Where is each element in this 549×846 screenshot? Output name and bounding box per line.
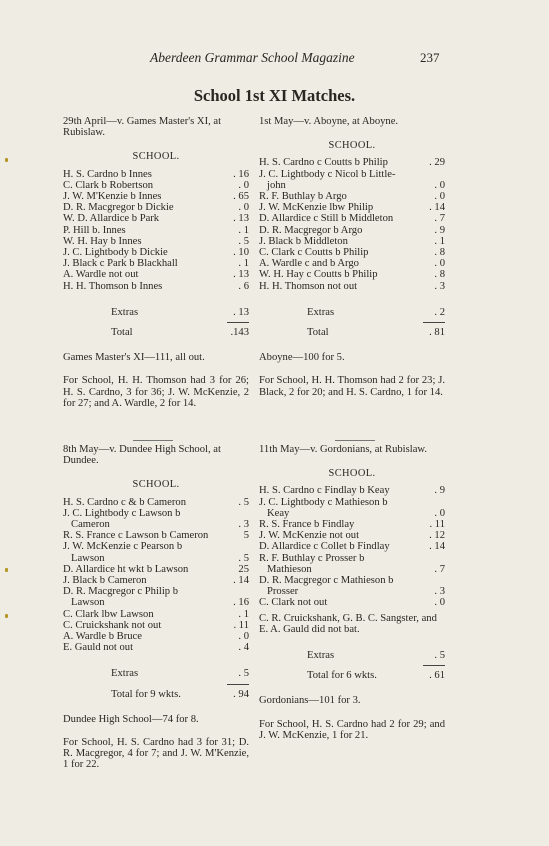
- section-title: School 1st XI Matches.: [193, 86, 356, 105]
- bowling-notes: For School, H. H. Thomson had 2 for 23; J. Black, 2 for 20; and H. S. Cardno, 1 for 14.: [259, 375, 445, 398]
- batsman-runs: . 1: [238, 608, 249, 620]
- extras-value: . 2: [434, 306, 445, 318]
- batsman-name: D. R. Macgregor c Mathieson b: [259, 575, 394, 587]
- batting-row: [259, 519, 445, 530]
- extras-row: [63, 668, 249, 679]
- batsman-runs: . 3: [238, 519, 249, 531]
- match-heading: 8th May—v. Dundee High School, at Dundee.: [63, 444, 221, 467]
- total-value: . 81: [429, 327, 445, 339]
- batsman-name: E. Gauld not out: [63, 642, 134, 654]
- batting-row: [259, 530, 445, 541]
- batsman-name: C. Cruickshank not out: [63, 619, 162, 631]
- batsman-runs: . 5: [238, 235, 249, 247]
- batsman-name: R. F. Buthlay c Prosser b: [259, 552, 365, 564]
- batsman-name: J. W. McKenzie not out: [259, 530, 360, 542]
- batsman-runs: . 0: [238, 202, 249, 214]
- batting-row: [259, 269, 445, 280]
- batsman-runs: . 11: [233, 619, 249, 631]
- batting-row: [259, 586, 445, 597]
- batsman-name: D. Allardice ht wkt b Lawson: [63, 563, 189, 575]
- batsman-runs: . 0: [434, 179, 445, 191]
- total-row: [63, 689, 249, 700]
- match-block-lower-left: [63, 444, 249, 771]
- batting-row: [63, 575, 249, 586]
- match-heading: 29th April—v. Games Master's XI, at Rubislaw.: [63, 116, 222, 139]
- batsman-runs: . 5: [238, 496, 249, 508]
- batsman-name: P. Hill b. Innes: [63, 224, 126, 236]
- batsman-runs: . 7: [434, 563, 445, 575]
- bowling-notes: For School, H. S. Cardno had 2 for 29; and J. W. McKenzie, 1 for 21.: [259, 718, 445, 741]
- school-label: SCHOOL.: [132, 151, 180, 163]
- batting-row: [63, 541, 249, 552]
- batsman-name: W. H. Hay b Innes: [63, 235, 142, 247]
- batting-row: [259, 258, 445, 269]
- total-row: [63, 327, 249, 338]
- batsman-name: J. C. Lightbody c Mathieson b: [259, 496, 388, 508]
- batsman-runs: . 10: [233, 247, 249, 259]
- batsman-name: R. S. France c Lawson b Cameron: [63, 530, 209, 542]
- total-label: Total for 6 wkts.: [307, 670, 377, 682]
- extras-label: Extras: [111, 668, 139, 680]
- bowling-notes: For School, H. H. Thomson had 3 for 26; H. S. Cardno, 3 for 36; J. W. McKenzie, 2 for 27; and A. Wardle, 2 for 14.: [63, 375, 249, 409]
- extras-row: [259, 307, 445, 318]
- batsman-name: J. Black b Middleton: [259, 235, 348, 247]
- batsman-runs: . 12: [429, 530, 445, 542]
- batting-row: [259, 541, 445, 552]
- batsman-runs: . 16: [233, 597, 249, 609]
- batsman-name: R. F. Buthlay b Argo: [259, 191, 347, 203]
- extras-label: Extras: [111, 306, 139, 318]
- batting-row: [259, 247, 445, 258]
- bowling-notes: For School, H. S. Cardno had 3 for 31; D. R. Macgregor, 4 for 7; and J. W. M'Kenzie, 1 for 22.: [63, 737, 249, 771]
- batsman-runs: . 1: [238, 258, 249, 270]
- batsman-runs: . 5: [238, 552, 249, 564]
- batsman-name: D. R. Macgregor c Philip b: [63, 586, 179, 598]
- total-row: [259, 670, 445, 681]
- batting-row: [63, 508, 249, 519]
- batting-row: [259, 202, 445, 213]
- batting-row: [259, 613, 445, 635]
- batsman-name: A. Wardle b Bruce: [63, 631, 142, 643]
- batting-row: [63, 553, 249, 564]
- batsman-runs: . 11: [429, 519, 445, 531]
- batting-row: [63, 213, 249, 224]
- batting-row: [259, 281, 445, 292]
- batting-row: [259, 508, 445, 519]
- batsman-name: R. S. France b Findlay: [259, 519, 355, 531]
- batsman-runs: . 14: [429, 202, 445, 214]
- batsman-name: john: [267, 179, 286, 191]
- total-row: [259, 327, 445, 338]
- batsman-name: C. R. Cruickshank, G. B. C. Sangster, and E. A. Gauld did not bat.: [259, 612, 437, 635]
- batsman-runs: . 65: [233, 191, 249, 203]
- batsman-name: C. Clark b Robertson: [63, 179, 154, 191]
- batsman-name: A. Wardle c and b Argo: [259, 258, 359, 270]
- batting-row: [259, 169, 445, 180]
- right-separator-rule: [335, 440, 375, 441]
- batsman-runs: . 1: [434, 235, 445, 247]
- batsman-name: H. H. Thomson not out: [259, 280, 358, 292]
- batsman-name: J. C. Lightbody c Lawson b: [63, 507, 181, 519]
- batting-row: [259, 564, 445, 575]
- extras-label: Extras: [307, 306, 335, 318]
- batting-row: [63, 642, 249, 653]
- total-rule: [423, 322, 445, 323]
- total-label: Total for 9 wkts.: [111, 688, 181, 700]
- batsman-name: H. S. Cardno b Innes: [63, 168, 152, 180]
- batting-row: [259, 191, 445, 202]
- margin-spot: [5, 158, 8, 162]
- batsman-runs: . 14: [233, 575, 249, 587]
- batting-row: [259, 553, 445, 564]
- match-block-aboyne-left: [63, 116, 249, 409]
- batting-row: [259, 180, 445, 191]
- batsman-name: J. Black b Cameron: [63, 575, 147, 587]
- batsman-runs: . 8: [434, 269, 445, 281]
- batsman-runs: . 0: [434, 597, 445, 609]
- school-label: SCHOOL.: [328, 468, 376, 480]
- batsman-runs: . 13: [233, 213, 249, 225]
- opponent-score: Gordonians—101 for 3.: [259, 695, 361, 707]
- batting-row: [63, 631, 249, 642]
- batting-row: [63, 236, 249, 247]
- batting-row: [259, 236, 445, 247]
- batting-row: [63, 258, 249, 269]
- extras-value: . 5: [434, 650, 445, 662]
- batting-row: [259, 157, 445, 168]
- batsman-name: Keay: [267, 507, 290, 519]
- batsman-runs: . 9: [434, 224, 445, 236]
- total-value: . 61: [429, 670, 445, 682]
- batsman-name: H. S. Cardno c Findlay b Keay: [259, 485, 390, 497]
- batting-row: [63, 586, 249, 597]
- left-separator-rule: [133, 440, 173, 441]
- batsman-name: W. D. Allardice b Park: [63, 213, 160, 225]
- batting-row: [63, 180, 249, 191]
- batting-row: [63, 269, 249, 280]
- batsman-name: C. Clark c Coutts b Philip: [259, 247, 369, 259]
- margin-spot: [5, 568, 8, 572]
- total-rule: [227, 322, 249, 323]
- batting-row: [259, 213, 445, 224]
- batsman-runs: . 0: [434, 507, 445, 519]
- running-title: Aberdeen Grammar School Magazine: [150, 50, 355, 65]
- batting-row: [259, 597, 445, 608]
- batsman-name: J. W. McKenzie c Pearson b: [63, 541, 183, 553]
- batsman-runs: . 8: [434, 247, 445, 259]
- margin-spot: [5, 614, 8, 618]
- total-value: . 94: [233, 688, 249, 700]
- batsman-runs: 25: [238, 563, 249, 575]
- batsman-name: J. C. Lightbody b Dickie: [63, 247, 168, 259]
- batsman-runs: . 7: [434, 213, 445, 225]
- match-heading: 11th May—v. Gordonians, at Rubislaw.: [259, 444, 428, 455]
- batting-row: [63, 281, 249, 292]
- batting-row: [259, 225, 445, 236]
- batsman-name: D. R. Macgregor b Argo: [259, 224, 363, 236]
- batsman-runs: . 0: [434, 258, 445, 270]
- batsman-name: Prosser: [267, 586, 299, 598]
- batsman-name: W. H. Hay c Coutts b Philip: [259, 269, 378, 281]
- batting-row: [63, 519, 249, 530]
- batting-row: [63, 620, 249, 631]
- batsman-name: Cameron: [71, 519, 110, 531]
- page-number: 237: [420, 50, 440, 65]
- batsman-name: Mathieson: [267, 563, 312, 575]
- running-head: [0, 50, 549, 70]
- batsman-name: D. Allardice c Collet b Findlay: [259, 541, 390, 553]
- extras-row: [259, 650, 445, 661]
- batsman-runs: . 4: [238, 642, 249, 654]
- batsman-name: D. Allardice c Still b Middleton: [259, 213, 394, 225]
- batting-row: [259, 497, 445, 508]
- total-rule: [227, 684, 249, 685]
- batsman-runs: . 3: [434, 586, 445, 598]
- batsman-name: C. Clark not out: [259, 597, 328, 609]
- batsman-name: H. S. Cardno c Coutts b Philip: [259, 157, 388, 169]
- batting-row: [63, 530, 249, 541]
- batting-row: [63, 202, 249, 213]
- batsman-name: J. C. Lightbody c Nicol b Little-: [259, 168, 396, 180]
- extras-row: [63, 307, 249, 318]
- batting-row: [63, 191, 249, 202]
- batting-row: [63, 609, 249, 620]
- batsman-name: J. W. McKenzie lbw Philip: [259, 202, 374, 214]
- batsman-runs: . 16: [233, 168, 249, 180]
- extras-value: . 5: [238, 668, 249, 680]
- batsman-name: J. Black c Park b Blackhall: [63, 258, 178, 270]
- batsman-name: Lawson: [71, 552, 105, 564]
- extras-label: Extras: [307, 650, 335, 662]
- batsman-runs: 5: [243, 530, 249, 542]
- batting-row: [259, 575, 445, 586]
- total-rule: [423, 665, 445, 666]
- school-label: SCHOOL.: [328, 140, 376, 152]
- batsman-name: A. Wardle not out: [63, 269, 139, 281]
- match-heading: 1st May—v. Aboyne, at Aboyne.: [259, 116, 399, 127]
- batsman-runs: . 1: [238, 224, 249, 236]
- batsman-runs: . 29: [429, 157, 445, 169]
- batting-row: [63, 597, 249, 608]
- match-block-lower-right: [259, 444, 445, 741]
- batting-row: [63, 225, 249, 236]
- batsman-runs: . 14: [429, 541, 445, 553]
- batsman-runs: . 0: [238, 179, 249, 191]
- opponent-score: Aboyne—100 for 5.: [259, 352, 345, 364]
- batsman-runs: . 6: [238, 280, 249, 292]
- batsman-name: C. Clark lbw Lawson: [63, 608, 154, 620]
- batsman-name: H. S. Cardno c & b Cameron: [63, 496, 186, 508]
- total-value: .143: [230, 327, 249, 339]
- extras-value: . 13: [233, 306, 249, 318]
- batting-row: [259, 485, 445, 496]
- total-label: Total: [307, 327, 329, 339]
- match-block-right: [259, 116, 445, 398]
- total-label: Total: [111, 327, 133, 339]
- batting-row: [63, 564, 249, 575]
- opponent-score: Games Master's XI—111, all out.: [63, 352, 205, 364]
- batting-row: [63, 497, 249, 508]
- batsman-runs: . 0: [434, 191, 445, 203]
- school-label: SCHOOL.: [132, 479, 180, 491]
- batsman-runs: . 13: [233, 269, 249, 281]
- batsman-runs: . 9: [434, 485, 445, 497]
- batsman-name: J. W. M'Kenzie b Innes: [63, 191, 162, 203]
- batting-row: [63, 169, 249, 180]
- batsman-runs: . 0: [238, 631, 249, 643]
- batsman-runs: . 3: [434, 280, 445, 292]
- batsman-name: H. H. Thomson b Innes: [63, 280, 163, 292]
- batsman-name: Lawson: [71, 597, 105, 609]
- batting-row: [63, 247, 249, 258]
- batsman-name: D. R. Macgregor b Dickie: [63, 202, 174, 214]
- opponent-score: Dundee High School—74 for 8.: [63, 713, 199, 725]
